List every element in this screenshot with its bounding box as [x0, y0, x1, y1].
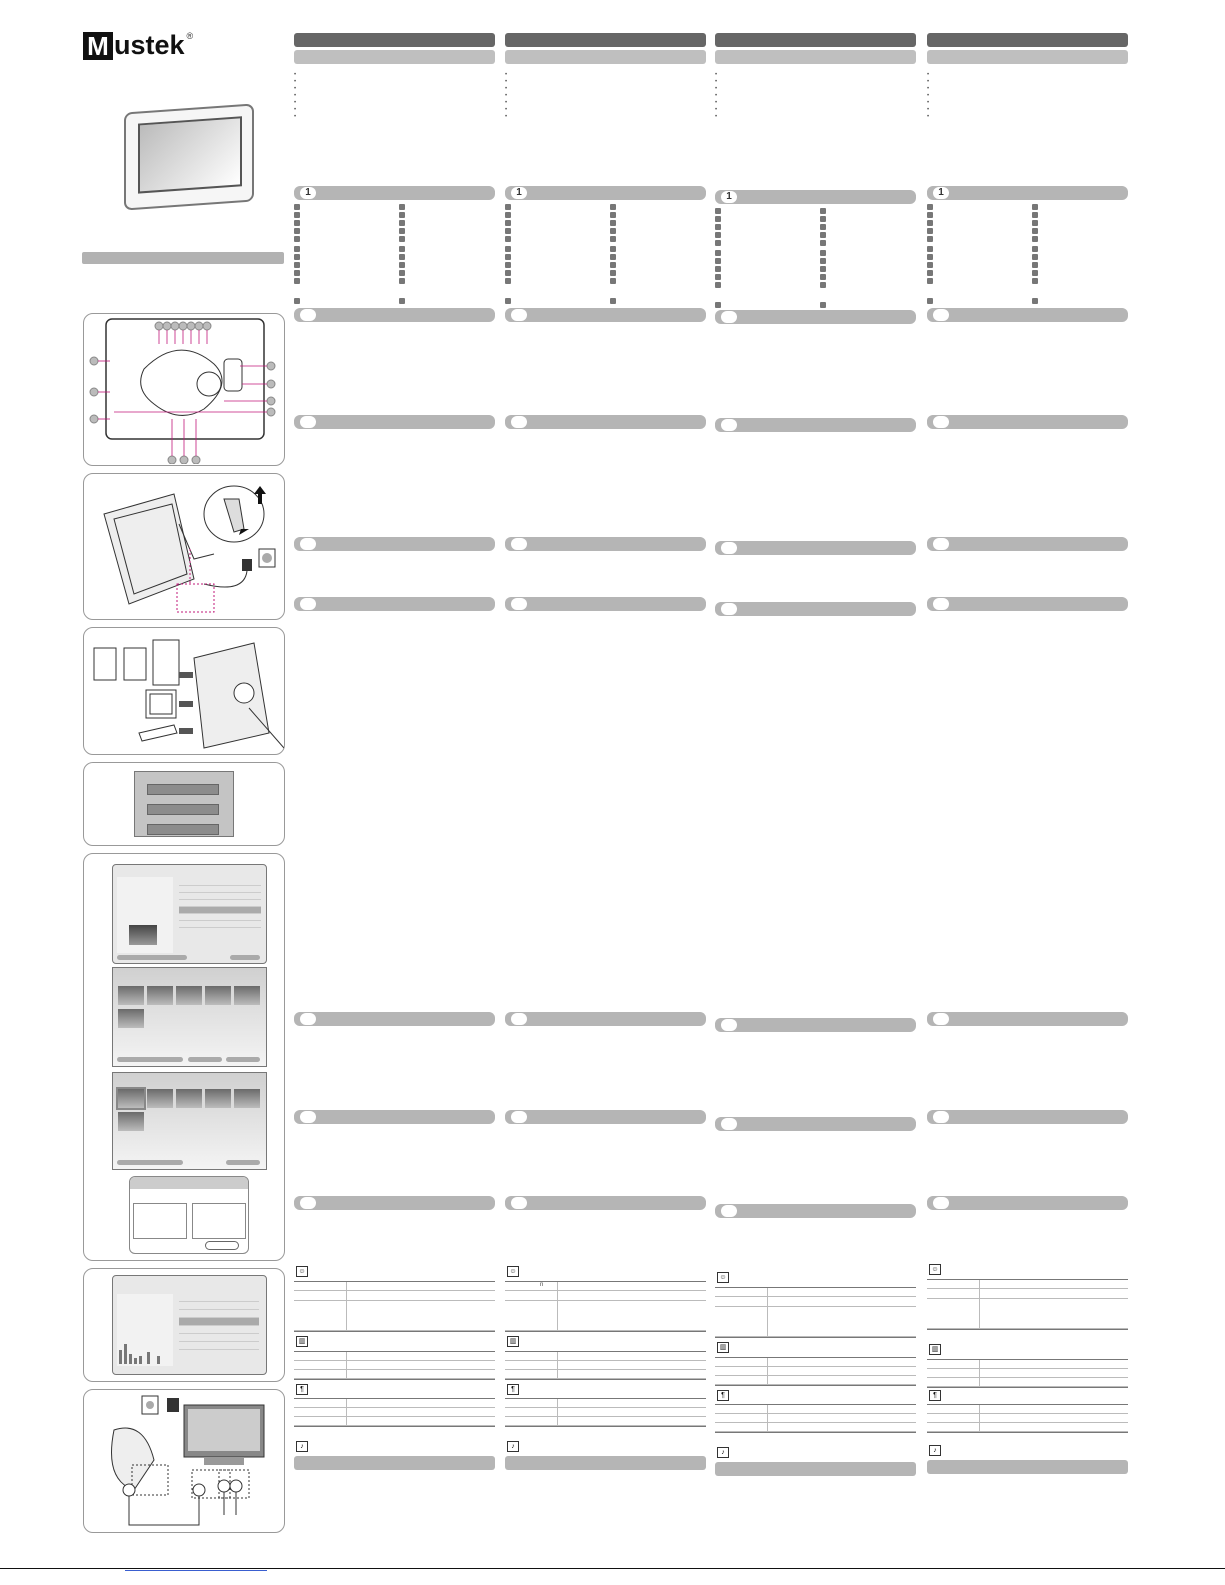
music-browser-screen [112, 1275, 267, 1375]
language-column [715, 33, 916, 121]
panel-tv-connection [83, 1389, 285, 1533]
language-column [927, 33, 1128, 121]
part-marker [399, 246, 405, 252]
device-back-diagram [84, 314, 284, 464]
part-marker [927, 204, 933, 210]
part-marker [927, 212, 933, 218]
section-1-bar [927, 186, 1128, 200]
audio-icon: ♪ [296, 1441, 308, 1452]
part-marker [610, 220, 616, 226]
section-number: 1 [721, 191, 737, 203]
thumb[interactable] [205, 1089, 231, 1108]
photo-frame-illustration [124, 103, 254, 210]
part-marker [820, 302, 826, 308]
part-marker [505, 212, 511, 218]
section-number: 1 [511, 187, 527, 199]
file-list [179, 879, 261, 955]
part-marker [715, 224, 721, 230]
section-bar [505, 597, 706, 611]
column-header [505, 33, 706, 47]
spec-table [294, 1351, 495, 1380]
part-marker [610, 204, 616, 210]
part-marker [505, 278, 511, 284]
panel-music-browser [83, 1268, 285, 1382]
spec-table [505, 1398, 706, 1427]
part-marker [610, 228, 616, 234]
part-marker [715, 216, 721, 222]
section-bar [927, 537, 1128, 551]
product-title-bar [82, 252, 284, 264]
panel-browse-screens [83, 853, 285, 1261]
ok-button[interactable] [205, 1241, 239, 1250]
options-dialog [129, 1176, 249, 1254]
part-marker [294, 204, 300, 210]
part-marker [820, 224, 826, 230]
equalizer-pane [117, 1294, 173, 1366]
logo-m-block: M [83, 32, 113, 60]
track-list [179, 1294, 259, 1366]
part-marker [610, 262, 616, 268]
thumb[interactable] [205, 986, 231, 1005]
column-header [294, 33, 495, 47]
thumb[interactable] [118, 1089, 144, 1108]
part-marker [294, 298, 300, 304]
section-bar [505, 1196, 706, 1210]
thumb[interactable] [234, 986, 260, 1005]
language-column [294, 33, 495, 121]
part-marker [505, 228, 511, 234]
part-marker [399, 278, 405, 284]
part-marker [399, 204, 405, 210]
registered-mark: ® [186, 30, 194, 41]
part-marker [1032, 278, 1038, 284]
stand-power-diagram [84, 474, 284, 619]
part-marker [610, 246, 616, 252]
section-bar [927, 1110, 1128, 1124]
section-bar [294, 537, 495, 551]
part-marker [505, 246, 511, 252]
feature-list [505, 72, 706, 121]
part-marker [505, 236, 511, 242]
options-right [192, 1203, 246, 1239]
feature-list [715, 72, 916, 121]
language-column [505, 33, 706, 121]
part-marker [927, 220, 933, 226]
settings-icon: ¶ [929, 1390, 941, 1401]
thumb[interactable] [176, 986, 202, 1005]
part-marker [715, 208, 721, 214]
footer-bar [505, 1456, 706, 1470]
section-bar [294, 415, 495, 429]
part-marker [1032, 204, 1038, 210]
part-marker [715, 232, 721, 238]
part-marker [1032, 246, 1038, 252]
part-marker [820, 240, 826, 246]
spec-table [505, 1281, 706, 1332]
preview-pane [117, 877, 173, 953]
section-bar [715, 418, 916, 432]
memory-cards-diagram [84, 628, 284, 754]
section-bar [927, 1012, 1128, 1026]
part-marker [610, 298, 616, 304]
part-marker [399, 236, 405, 242]
audio-icon: ♪ [929, 1445, 941, 1456]
part-marker [294, 262, 300, 268]
feature-list [294, 72, 495, 121]
part-marker [610, 212, 616, 218]
display-icon: ▥ [296, 1336, 308, 1347]
part-marker [927, 246, 933, 252]
footer-bar [927, 1460, 1128, 1474]
part-marker [399, 228, 405, 234]
panel-device-back [83, 313, 285, 466]
part-marker [294, 254, 300, 260]
part-marker [505, 298, 511, 304]
section-1-bar [294, 186, 495, 200]
part-marker [399, 212, 405, 218]
section-bar [927, 308, 1128, 322]
part-marker [715, 258, 721, 264]
spec-table [294, 1398, 495, 1427]
part-marker [715, 274, 721, 280]
display-icon: ▥ [507, 1336, 519, 1347]
part-marker [294, 220, 300, 226]
thumb[interactable] [118, 1112, 144, 1131]
page-bottom-rule [0, 1568, 1225, 1569]
part-marker [927, 270, 933, 276]
column-subheader [927, 50, 1128, 64]
section-1-bar [715, 190, 916, 204]
part-marker [610, 270, 616, 276]
spec-table [505, 1351, 706, 1380]
part-marker [1032, 262, 1038, 268]
spec-table [927, 1404, 1128, 1433]
thumb[interactable] [147, 986, 173, 1005]
part-marker [715, 240, 721, 246]
user-icon: ☺ [717, 1272, 729, 1283]
audio-icon: ♪ [507, 1441, 519, 1452]
file-browser-screen [112, 864, 267, 964]
menu-item-1[interactable] [147, 784, 219, 795]
part-marker [1032, 212, 1038, 218]
part-marker [294, 228, 300, 234]
user-icon: ☺ [507, 1266, 519, 1277]
part-marker [505, 262, 511, 268]
part-marker [610, 278, 616, 284]
spec-table [927, 1279, 1128, 1330]
part-marker [715, 302, 721, 308]
part-marker [820, 232, 826, 238]
part-marker [1032, 298, 1038, 304]
part-marker [399, 298, 405, 304]
thumb[interactable] [147, 1089, 173, 1108]
part-marker [399, 262, 405, 268]
part-marker [927, 254, 933, 260]
section-bar [505, 415, 706, 429]
section-bar [505, 1012, 706, 1026]
part-marker [820, 250, 826, 256]
section-bar [927, 1196, 1128, 1210]
part-marker [1032, 270, 1038, 276]
part-marker [505, 270, 511, 276]
part-marker [1032, 236, 1038, 242]
section-bar [294, 597, 495, 611]
section-bar [715, 310, 916, 324]
part-marker [715, 266, 721, 272]
display-icon: ▥ [717, 1342, 729, 1353]
feature-list [927, 72, 1128, 121]
section-number: 1 [933, 187, 949, 199]
part-marker [927, 298, 933, 304]
column-subheader [505, 50, 706, 64]
frame-screen [138, 116, 242, 193]
column-header [715, 33, 916, 47]
section-bar [505, 1110, 706, 1124]
table-mark: n [540, 1282, 544, 1288]
thumbnail-grid-2 [112, 1072, 267, 1170]
part-marker [820, 274, 826, 280]
part-marker [1032, 220, 1038, 226]
section-bar [505, 308, 706, 322]
part-marker [715, 282, 721, 288]
part-marker [927, 262, 933, 268]
part-marker [399, 254, 405, 260]
part-marker [715, 250, 721, 256]
spec-table [294, 1281, 495, 1332]
section-bar [927, 597, 1128, 611]
part-marker [294, 246, 300, 252]
part-marker [294, 212, 300, 218]
part-marker [505, 204, 511, 210]
thumbnail-grid-1 [112, 967, 267, 1067]
section-bar [505, 537, 706, 551]
part-marker [1032, 228, 1038, 234]
thumb[interactable] [234, 1089, 260, 1108]
panel-stand-power [83, 473, 285, 620]
section-bar [294, 1012, 495, 1026]
section-bar [715, 602, 916, 616]
section-bar [927, 415, 1128, 429]
tv-connection-diagram [84, 1390, 284, 1532]
menu-screen [134, 771, 234, 837]
section-bar [715, 541, 916, 555]
part-marker [294, 278, 300, 284]
logo-wordmark: ustek [114, 30, 185, 60]
section-bar [294, 1196, 495, 1210]
menu-item-2[interactable] [147, 804, 219, 815]
part-marker [505, 220, 511, 226]
part-marker [610, 236, 616, 242]
thumb[interactable] [118, 1009, 144, 1028]
spec-table [715, 1287, 916, 1338]
part-marker [927, 228, 933, 234]
part-marker [610, 254, 616, 260]
user-icon: ☺ [929, 1264, 941, 1275]
panel-main-menu [83, 762, 285, 846]
spec-table [715, 1404, 916, 1433]
settings-icon: ¶ [296, 1384, 308, 1395]
user-icon: ☺ [296, 1266, 308, 1277]
website-link[interactable] [125, 1570, 267, 1571]
section-bar [294, 1110, 495, 1124]
menu-item-3[interactable] [147, 824, 219, 835]
spec-table [715, 1357, 916, 1386]
column-header [927, 33, 1128, 47]
column-subheader [294, 50, 495, 64]
footer-bar [294, 1456, 495, 1470]
part-marker [294, 236, 300, 242]
preview-thumbnail [129, 925, 157, 945]
section-number: 1 [300, 187, 316, 199]
display-icon: ▥ [929, 1344, 941, 1355]
part-marker [820, 266, 826, 272]
mustek-logo [83, 30, 193, 61]
section-bar [294, 308, 495, 322]
part-marker [820, 208, 826, 214]
audio-icon: ♪ [717, 1447, 729, 1458]
settings-icon: ¶ [717, 1390, 729, 1401]
panel-memory-cards [83, 627, 285, 755]
part-marker [505, 254, 511, 260]
spec-table [927, 1359, 1128, 1388]
part-marker [820, 282, 826, 288]
thumb[interactable] [118, 986, 144, 1005]
settings-icon: ¶ [507, 1384, 519, 1395]
part-marker [294, 270, 300, 276]
section-bar [715, 1204, 916, 1218]
section-bar [715, 1018, 916, 1032]
thumb[interactable] [176, 1089, 202, 1108]
part-marker [399, 270, 405, 276]
part-marker [820, 216, 826, 222]
section-1-bar [505, 186, 706, 200]
part-marker [927, 236, 933, 242]
part-marker [820, 258, 826, 264]
options-left [133, 1203, 187, 1239]
part-marker [927, 278, 933, 284]
section-bar [715, 1117, 916, 1131]
column-subheader [715, 50, 916, 64]
part-marker [399, 220, 405, 226]
footer-bar [715, 1462, 916, 1476]
part-marker [1032, 254, 1038, 260]
